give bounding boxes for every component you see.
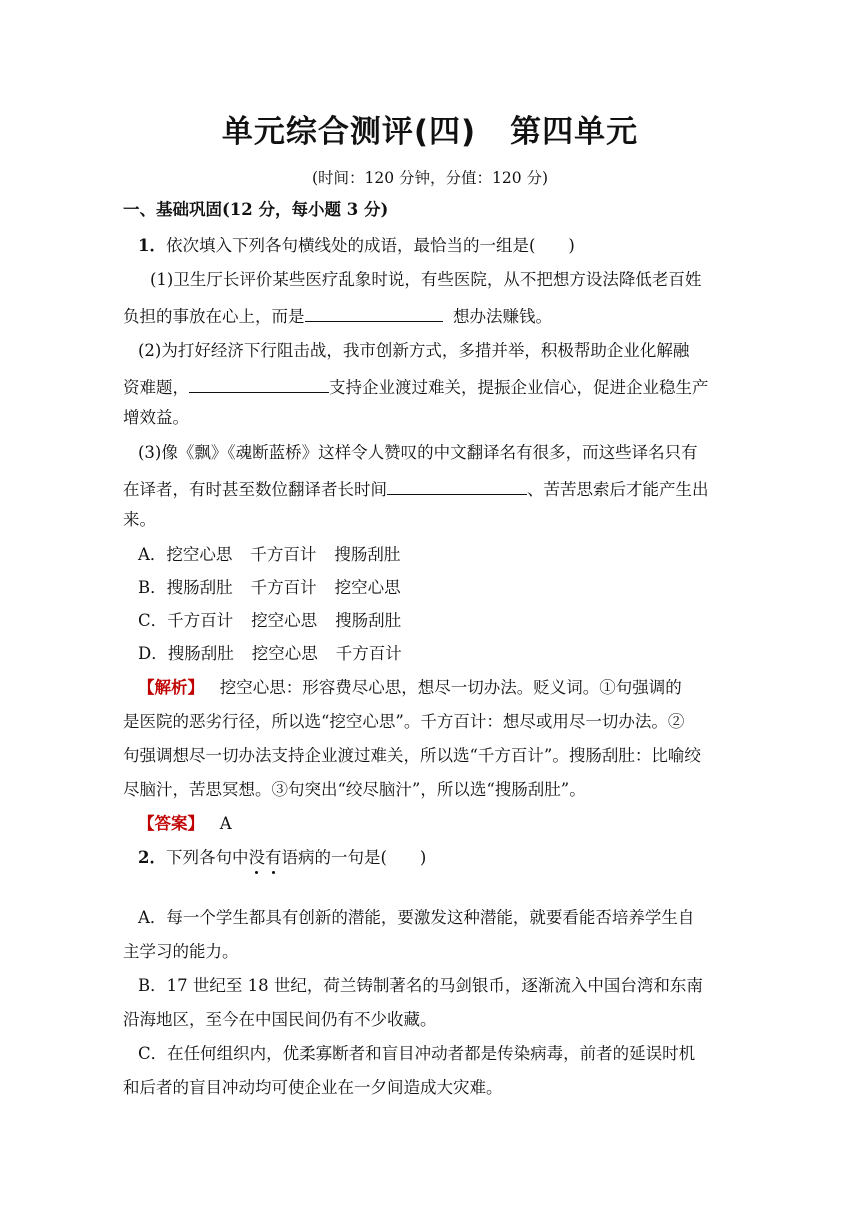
text-segment: 支持企业渡过难关，提振企业信心，促进企业稳生产 [329,378,709,397]
option-c [138,613,401,630]
question-text: 依次填入下列各句横线处的成语，最恰当的一组是( ) [165,236,575,255]
answer-tag: 【答案】 [138,814,204,833]
title-part-2: 第四单元 [510,114,639,150]
analysis-text: 挖空心思：形容费尽心思，想尽一切办法。贬义词。①句强调的 [219,678,682,697]
option-b-line-1: B．17 世纪至 18 世纪，荷兰铸制著名的马剑银币，逐渐流入中国台湾和东南 [138,976,703,995]
option-word: 挖空心思 [251,611,318,630]
option-d [138,646,402,663]
sentence-1-line-2 [123,306,552,326]
question-1-stem [138,238,575,255]
sentence-2-line-1: (2)为打好经济下行阻击战，我市创新方式，多措并举，积极帮助企业化解融 [138,341,690,360]
option-c-line-2: 和后者的盲目冲动均可使企业在一夕间造成大灾难。 [123,1078,503,1097]
option-letter: A． [138,545,167,564]
option-letter: C． [138,611,168,630]
option-a-line-2: 主学习的能力。 [123,942,239,961]
option-letter: D． [138,644,168,663]
question-text: 下列各句中 [165,848,249,867]
answer-line [138,816,232,833]
sentence-3-line-2 [123,479,709,499]
question-2-stem [138,850,426,867]
option-b-line-2: 沿海地区，至今在中国民间仍有不少收藏。 [123,1010,437,1029]
fill-blank-2 [189,377,329,393]
question-text: 语病的一句是( ) [281,848,427,867]
option-letter: B． [138,578,167,597]
option-word: 搜肠刮肚 [166,578,233,597]
option-word: 挖空心思 [251,644,318,663]
question-number: 1． [138,236,166,255]
analysis-line-1 [138,680,682,697]
answer-value: A [219,814,232,833]
text-segment: 负担的事放在心上，而是 [123,307,305,326]
title-part-1: 单元综合测评(四) [221,114,477,150]
analysis-line-4: 尽脑汁，苦思冥想。③句突出“绞尽脑汁”，所以选“搜肠刮肚”。 [123,780,586,799]
option-a [138,547,400,564]
analysis-line-2: 是医院的恶劣行径，所以选“挖空心思”。千方百计：想尽或用尽一切办法。② [123,712,685,731]
exam-info: (时间：120 分钟，分值：120 分) [311,169,549,187]
option-b [138,580,401,597]
option-word: 千方百计 [250,545,317,564]
option-word: 挖空心思 [334,578,401,597]
emphasis-char: 有 [264,848,282,867]
option-word: 千方百计 [335,644,402,663]
option-a-line-1: A．每一个学生都具有创新的潜能，要激发这种潜能，就要看能否培养学生自 [138,908,695,927]
text-segment: 想办法赚钱。 [453,307,552,326]
text-segment: 、苦苦思索后才能产生出 [527,480,709,499]
fill-blank-1 [305,306,443,322]
option-word: 千方百计 [250,578,317,597]
fill-blank-3 [387,479,527,495]
analysis-tag: 【解析】 [138,678,204,697]
emphasis-char: 没 [248,848,265,867]
section-heading: 一、基础巩固(12 分，每小题 3 分) [123,200,389,219]
sentence-3-line-1: (3)像《飘》《魂断蓝桥》这样令人赞叹的中文翻译名有很多，而这些译名只有 [138,443,698,462]
sentence-3-line-3: 来。 [123,510,156,529]
sentence-2-line-2 [123,377,709,397]
option-word: 挖空心思 [166,545,233,564]
question-number: 2． [138,848,166,867]
text-segment: 在译者，有时甚至数位翻译者长时间 [123,480,387,499]
text-segment: 资难题， [123,378,189,397]
analysis-line-3: 句强调想尽一切办法支持企业渡过难关，所以选“千方百计”。搜肠刮肚：比喻绞 [123,746,701,765]
option-word: 搜肠刮肚 [167,644,234,663]
option-word: 千方百计 [167,611,234,630]
sentence-1-line-1: (1)卫生厅长评价某些医疗乱象时说，有些医院，从不把想方设法降低老百姓 [150,270,702,289]
option-word: 搜肠刮肚 [335,611,402,630]
page-title [0,106,860,151]
sentence-2-line-3: 增效益。 [123,408,189,427]
option-word: 搜肠刮肚 [334,545,401,564]
option-c-line-1: C．在任何组织内，优柔寡断者和盲目冲动者都是传染病毒，前者的延误时机 [138,1044,696,1063]
